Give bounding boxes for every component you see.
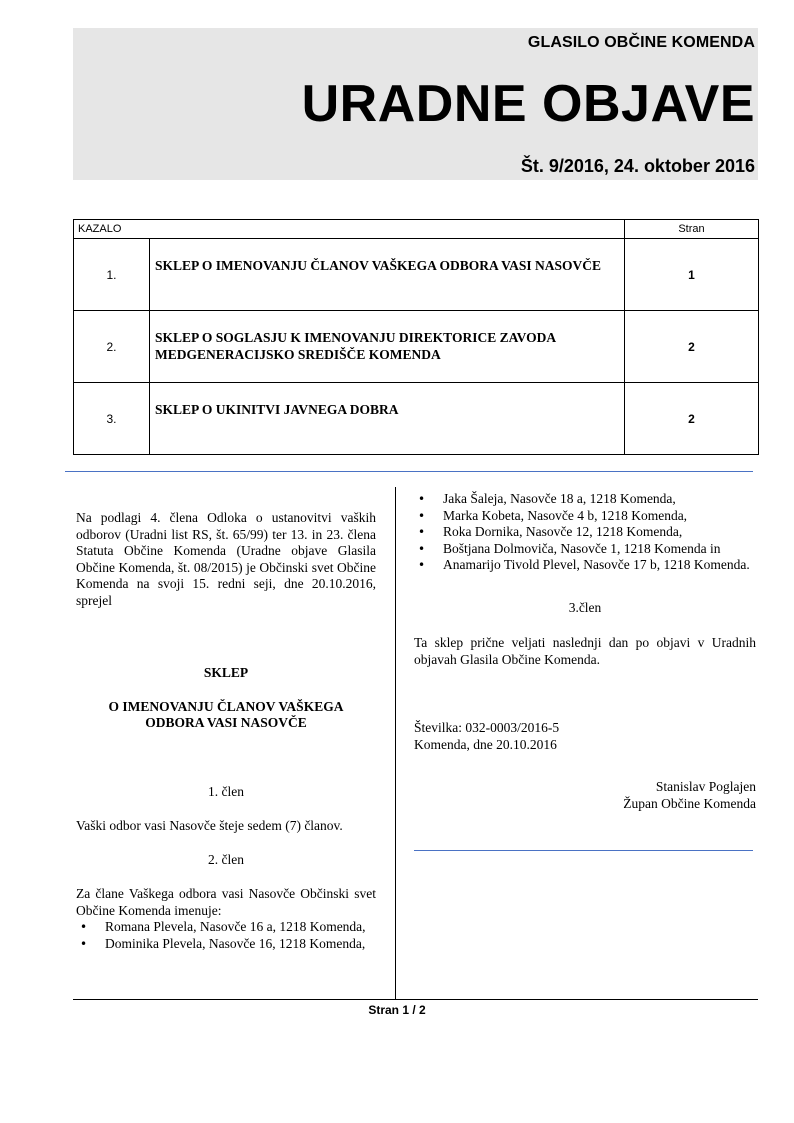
table-of-contents: [73, 219, 759, 455]
article-2-text: Za člane Vaškega odbora vasi Nasovče Občinski svet Občine Komenda imenuje:: [76, 886, 376, 918]
toc-row-title[interactable]: SKLEP O SOGLASJU K IMENOVANJU DIREKTORICE ZAVODA MEDGENERACIJSKO SREDIŠČE KOMENDA: [150, 311, 625, 383]
section-divider: [65, 471, 753, 472]
toc-header-kazalo: KAZALO: [74, 220, 625, 239]
list-item: • Marka Kobeta, Nasovče 4 b, 1218 Komenda,: [414, 508, 756, 525]
left-column: [76, 510, 376, 952]
place-and-date: Komenda, dne 20.10.2016: [414, 736, 557, 752]
article-3-text: Ta sklep prične veljati naslednji dan po objavi v Uradnih objavah Glasila Občine Komenda.: [414, 635, 756, 667]
list-item: • Romana Plevela, Nasovče 16 a, 1218 Komenda,: [76, 919, 376, 936]
signatory-name: Stanislav Poglajen: [655, 779, 756, 794]
article-1-text: Vaški odbor vasi Nasovče šteje sedem (7) članov.: [76, 818, 343, 833]
toc-row-number: 1.: [74, 239, 150, 311]
right-column: [414, 491, 756, 812]
toc-header-stran: Stran: [625, 220, 759, 239]
list-item: • Roka Dornika, Nasovče 12, 1218 Komenda,: [414, 524, 756, 541]
toc-row-number: 2.: [74, 311, 150, 383]
toc-row[interactable]: [74, 239, 759, 311]
decision-heading: SKLEP: [203, 665, 249, 680]
toc-row-page: 2: [625, 311, 759, 383]
masthead: [73, 28, 758, 180]
toc-row[interactable]: [74, 383, 759, 455]
toc-row-title[interactable]: SKLEP O IMENOVANJU ČLANOV VAŠKEGA ODBORA VASI NASOVČE: [150, 239, 625, 311]
signature-divider: [414, 850, 753, 851]
list-item: • Anamarijo Tivold Plevel, Nasovče 17 b, 1218 Komenda.: [414, 557, 756, 574]
preamble-text: Na podlagi 4. člena Odloka o ustanovitvi vaških odborov (Uradni list RS, št. 65/99) ter 13. in 23. člena Statuta Občine Komenda (Uradne objave Glasila Občine Komenda, št. 08/2015) je Občinski svet Občine Komenda na svoji 15. redni seji, dne 20.10.2016, sprejel: [76, 510, 376, 608]
signatory-title: Župan Občine Komenda: [623, 795, 756, 811]
list-item: • Boštjana Dolmoviča, Nasovče 1, 1218 Komenda in: [414, 541, 756, 558]
member-list-continued: [414, 491, 756, 574]
toc-row-page: 2: [625, 383, 759, 455]
issue-number-date: Št. 9/2016, 24. oktober 2016: [520, 156, 755, 176]
decision-subheading: O IMENOVANJU ČLANOV VAŠKEGA ODBORA VASI NASOVČE: [108, 698, 344, 730]
toc-row[interactable]: [74, 311, 759, 383]
article-1-title: 1. člen: [208, 783, 244, 799]
toc-row-number: 3.: [74, 383, 150, 455]
list-item: • Dominika Plevela, Nasovče 16, 1218 Komenda,: [76, 936, 376, 953]
member-list: [76, 919, 376, 952]
page-bottom-rule: [73, 999, 758, 1000]
publication-name: GLASILO OBČINE KOMENDA: [527, 34, 755, 51]
toc-row-page: 1: [625, 239, 759, 311]
article-3-title: 3.člen: [568, 599, 602, 615]
list-item: • Jaka Šaleja, Nasovče 18 a, 1218 Komenda,: [414, 491, 756, 508]
toc-header-row: [74, 220, 759, 239]
publication-title: URADNE OBJAVE: [301, 75, 755, 133]
page-number: Stran 1 / 2: [368, 1003, 426, 1017]
toc-row-title[interactable]: SKLEP O UKINITVI JAVNEGA DOBRA: [150, 383, 625, 455]
column-divider: [395, 487, 396, 1000]
article-2-title: 2. člen: [208, 851, 244, 867]
document-number: Številka: 032-0003/2016-5: [414, 720, 560, 735]
